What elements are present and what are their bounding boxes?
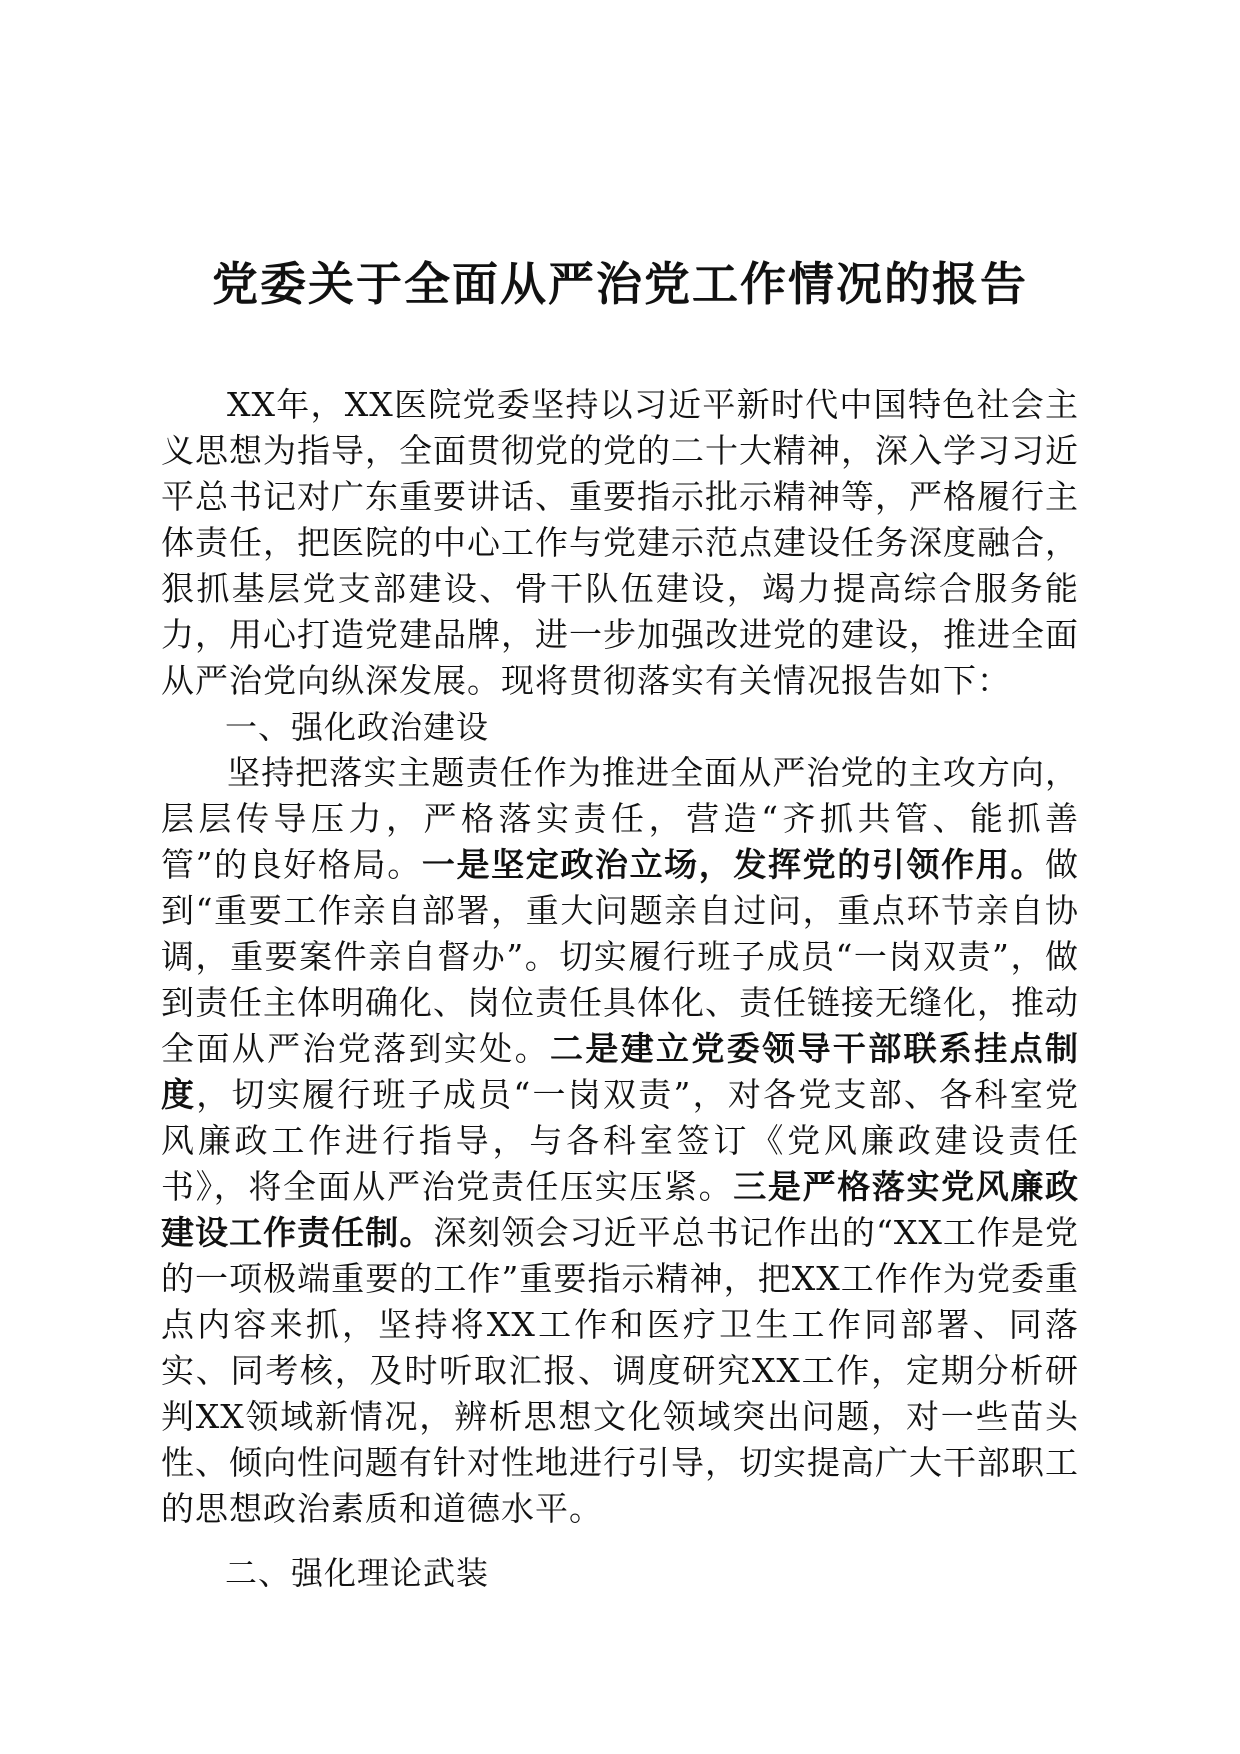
- section-1-text-4: 深刻领会习近平总书记作出的“XX工作是党的一项极端重要的工作”重要指示精神，把XX工作作为党委重点内容来抓，坚持将XX工作和医疗卫生工作同部署、同落实、同考核，及时听取汇报、调度研究XX工作，定期分析研判XX领域新情况，辨析思想文化领域突出问题，对一些苗头性、倾向性问题有针对性地进行引导，切实提高广大干部职工的思想政治素质和道德水平。: [161, 1213, 1080, 1528]
- section-2-heading: 二、强化理论武装: [225, 1554, 490, 1592]
- section-1-point-1: 一是坚定政治立场，发挥党的引领作用。: [421, 845, 1046, 884]
- section-1-point-2: 二是建立党委领导干部联系挂点制度: [161, 1029, 1080, 1114]
- section-1-text-3: ，切实履行班子成员“一岗双责”，对各党支部、各科室党风廉政工作进行指导，与各科室签订《党风廉政建设责任书》，将全面从严治党责任压实压紧。: [161, 1075, 1080, 1206]
- document-body: [161, 382, 1079, 1596]
- section-1-text-2: 做到“重要工作亲自部署，重大问题亲自过问，重点环节亲自协调，重要案件亲自督办”。切实履行班子成员“一岗双责”，做到责任主体明确化、岗位责任具体化、责任链接无缝化，推动全面从严治党落到实处。: [161, 845, 1080, 1068]
- intro-paragraph: XX年，XX医院党委坚持以习近平新时代中国特色社会主义思想为指导，全面贯彻党的党的二十大精神，深入学习习近平总书记对广东重要讲话、重要指示批示精神等，严格履行主体责任，把医院的中心工作与党建示范点建设任务深度融合，狠抓基层党支部建设、骨干队伍建设，竭力提高综合服务能力，用心打造党建品牌，进一步加强改进党的建设，推进全面从严治党向纵深发展。现将贯彻落实有关情况报告如下：: [161, 385, 1079, 700]
- document-title: 党委关于全面从严治党工作情况的报告: [212, 257, 1028, 311]
- section-1-point-3: 三是严格落实党风廉政建设工作责任制。: [161, 1167, 1080, 1252]
- section-1-heading: 一、强化政治建设: [225, 708, 490, 746]
- section-1-text-1: 坚持把落实主题责任作为推进全面从严治党的主攻方向，层层传导压力，严格落实责任，营造“齐抓共管、能抓善管”的良好格局。: [161, 753, 1079, 884]
- section-1-paragraph: [161, 750, 1079, 1532]
